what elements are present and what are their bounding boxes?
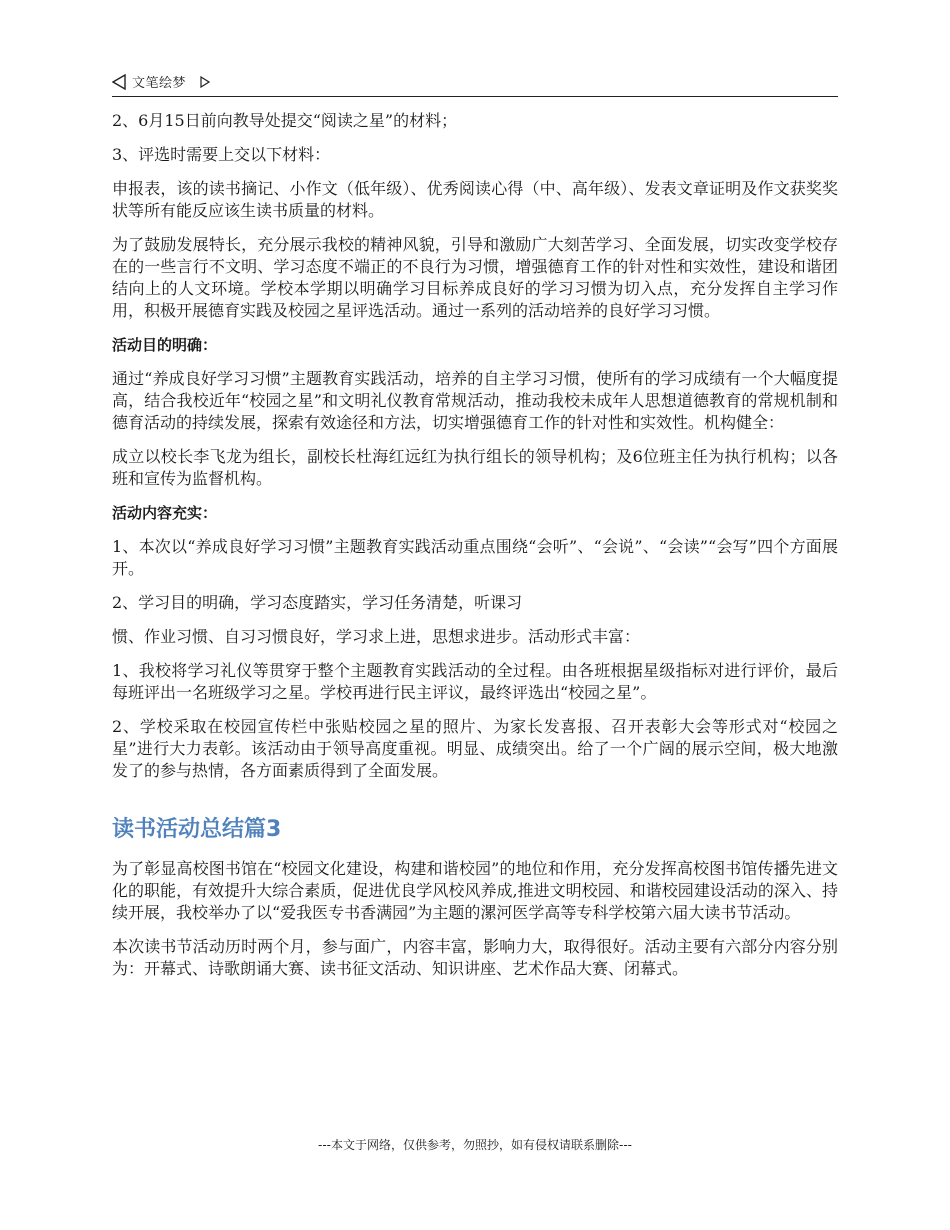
page-footer: ---本文于网络，仅供参考，勿照抄，如有侵权请联系删除--- [318,1138,632,1152]
document-body [112,110,838,992]
page-header [112,70,838,97]
brand-name: 文笔绘梦 [132,76,187,91]
paragraph: 本次读书节活动历时两个月，参与面广，内容丰富，影响力大，取得很好。活动主要有六部分内容分别为：开幕式、诗歌朗诵大赛、读书征文活动、知识讲座、艺术作品大赛、闭幕式。 [112,937,838,978]
paragraph: 申报表，该的读书摘记、小作文（低年级）、优秀阅读心得（中、高年级）、发表文章证明及作文获奖奖状等所有能反应该生读书质量的材料。 [112,179,838,220]
left-triangle-icon [112,74,126,90]
paragraph: 惯、作业习惯、自习习惯良好，学习求上进，思想求进步。活动形式丰富： [112,627,641,646]
paragraph: 2、学习目的明确，学习态度踏实，学习任务清楚，听课习 [112,593,523,612]
paragraph: 2、6月15日前向教导处提交“阅读之星”的材料； [112,111,458,130]
paragraph: 为了鼓励发展特长，充分展示我校的精神风貌，引导和激励广大刻苦学习、全面发展，切实改变学校存在的一些言行不文明、学习态度不端正的不良行为习惯，增强德育工作的针对性和实效性，建设和谐团结向上的人文环境。学校本学期以明确学习目标养成良好的学习习惯为切入点，充分发挥自主学习作用，积极开展德育实践及校园之星评选活动。通过一系列的活动培养的良好学习习惯。 [112,235,838,320]
paragraph: 1、我校将学习礼仪等贯穿于整个主题教育实践活动的全过程。由各班根据星级指标对进行评价，最后每班评出一名班级学习之星。学校再进行民主评议，最终评选出“校园之星”。 [112,661,838,702]
paragraph: 为了彰显高校图书馆在“校园文化建设，构建和谐校园”的地位和作用，充分发挥高校图书馆传播先进文化的职能，有效提升大综合素质，促进优良学风校风养成,推进文明校园、和谐校园建设活动的深入、持续开展，我校举办了以“爱我医专书香满园”为主题的漯河医学高等专科学校第六届大读书节活动。 [112,859,838,922]
subheading-activity-goal: 活动目的明确： [112,336,218,354]
paragraph: 通过“养成良好学习习惯”主题教育实践活动，培养的自主学习习惯，使所有的学习成绩有一个大幅度提高，结合我校近年“校园之星”和文明礼仪教育常规活动，推动我校未成年人思想道德教育的常规机制和德育活动的持续发展，探索有效途径和方法，切实增强德育工作的针对性和实效性。机构健全： [112,369,838,432]
paragraph: 1、本次以“养成良好学习习惯”主题教育实践活动重点围绕“会听”、“会说”、“会读”“会写”四个方面展开。 [112,537,838,578]
paragraph: 3、评选时需要上交以下材料： [112,145,331,164]
paragraph: 2、学校采取在校园宣传栏中张贴校园之星的照片、为家长发喜报、召开表彰大会等形式对“校园之星”进行大力表彰。该活动由于领导高度重视。明显、成绩突出。给了一个广阔的展示空间，极大地激发了的参与热情，各方面素质得到了全面发展。 [112,717,838,780]
right-triangle-icon [200,76,210,88]
section-heading: 读书活动总结篇3 [112,817,282,842]
subheading-activity-content: 活动内容充实： [112,504,218,522]
brand-logo [112,72,210,91]
paragraph: 成立以校长李飞龙为组长，副校长杜海红远红为执行组长的领导机构；及6位班主任为执行机构；以各班和宣传为监督机构。 [112,447,838,488]
